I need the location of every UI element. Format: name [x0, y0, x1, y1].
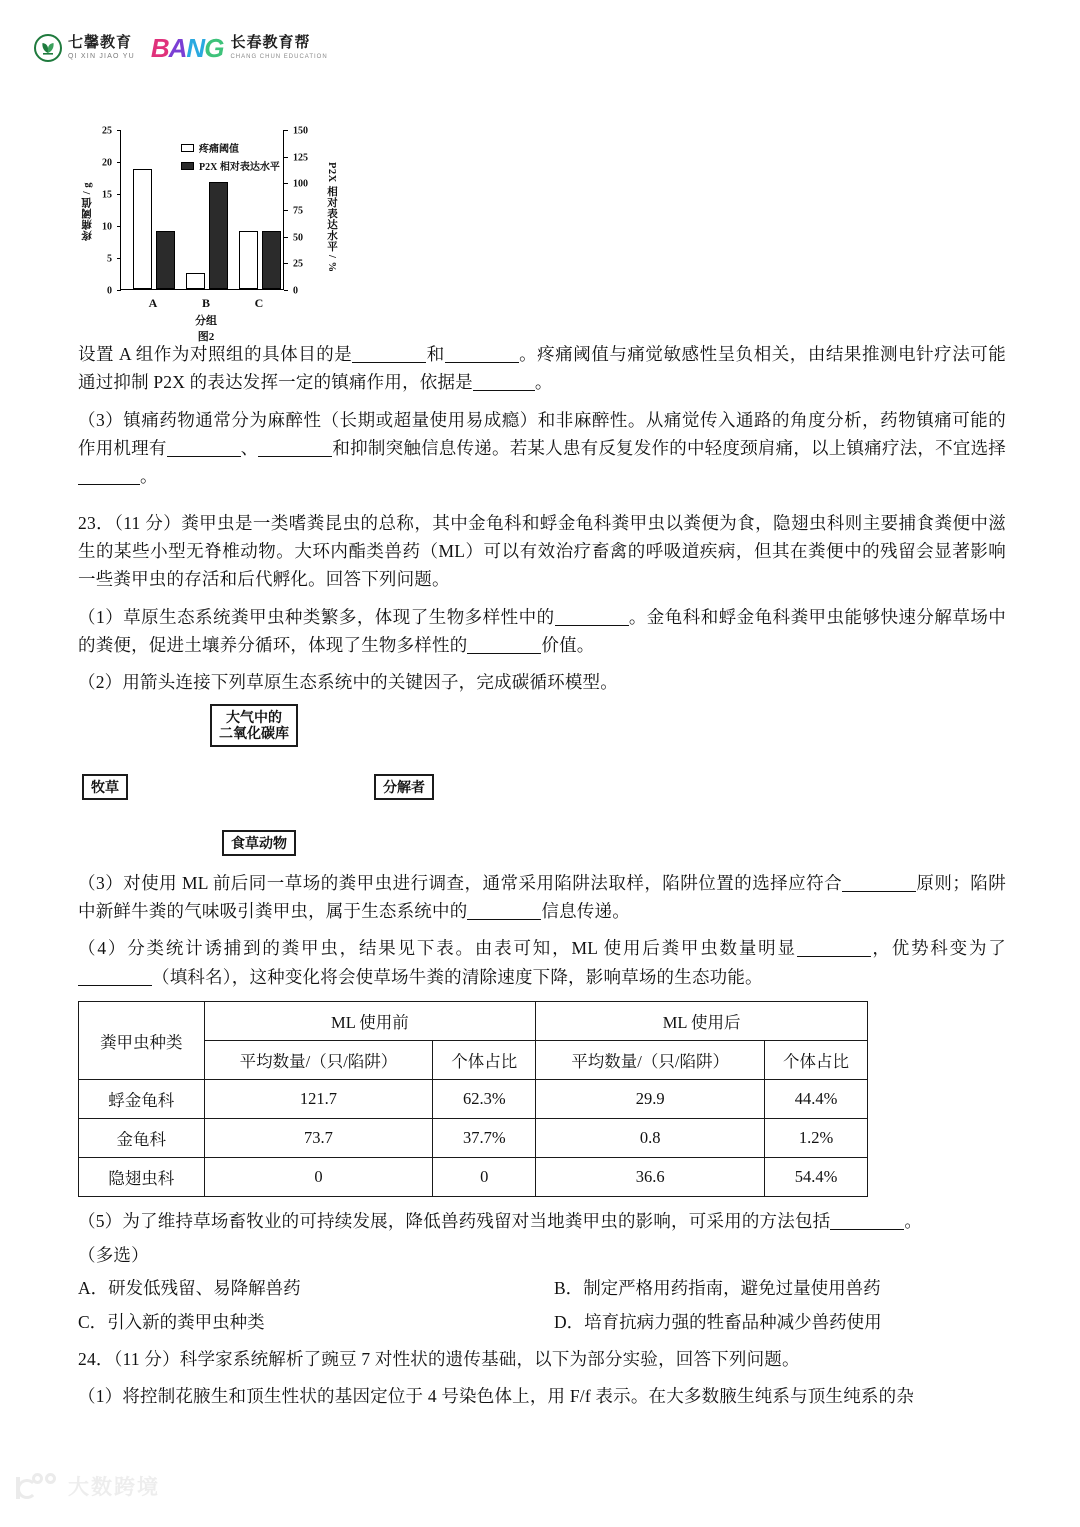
table-row: [79, 1158, 868, 1197]
table-subheader-after-avg: 平均数量/（只/陷阱）: [536, 1041, 765, 1080]
paragraph-q23-3: [78, 869, 1006, 926]
multiple-choice-options: [78, 1274, 1006, 1337]
answer-blank[interactable]: [797, 956, 871, 957]
logo-bang-changchun: [151, 35, 328, 61]
bar-A-p2x: [156, 231, 175, 289]
table-header-before-ml: ML 使用前: [204, 1002, 536, 1041]
paragraph-q23-5-note: （多选）: [78, 1244, 149, 1265]
answer-blank[interactable]: [167, 456, 241, 457]
bar-C-pain-threshold: [239, 231, 258, 289]
bang-letter-b: B: [150, 33, 169, 63]
table-header-species: 粪甲虫种类: [79, 1002, 205, 1080]
y2-tick-125: 125: [293, 152, 308, 164]
answer-blank[interactable]: [473, 390, 535, 391]
answer-blank[interactable]: [467, 919, 541, 920]
bang-letter-a: A: [168, 33, 187, 63]
cell-species: 金龟科: [79, 1119, 205, 1158]
option-d[interactable]: [542, 1308, 1006, 1336]
diagram-box-decomposer: 分解者: [374, 774, 434, 801]
carbon-cycle-diagram: [78, 702, 1006, 867]
diagram-box-atmosphere-line2: 二氧化碳库: [219, 725, 289, 742]
legend-swatch-solid-icon: [181, 162, 194, 170]
logo-qixin-jiaoyu: [34, 34, 135, 62]
bang-wordmark: [151, 35, 224, 61]
bar-A-pain-threshold: [133, 169, 152, 289]
y2-tick-75: 75: [293, 205, 303, 217]
cell-before-avg: 0: [204, 1158, 433, 1197]
q23-1-c: 价值。: [541, 635, 595, 656]
answer-blank[interactable]: [445, 362, 519, 363]
q23-4-b: ，优势科变为了: [870, 938, 1006, 959]
q23-3-b: 原则；陷阱中新鲜牛粪的气味吸引粪甲虫，属于生态系统中的: [78, 872, 1006, 922]
q22-3-a: （3）镇痛药物通常分为麻醉性（长期或超量使用易成瘾）和非麻醉性。从痛觉传入通路的角度分析，药物镇痛可能的作用机理有: [78, 409, 1006, 459]
option-d-text: 培育抗病力强的牲畜品种减少兽药使用: [584, 1312, 882, 1333]
y2-tick-50: 50: [293, 232, 303, 244]
table-header-row-1: [79, 1002, 868, 1041]
bang-letter-g: G: [204, 33, 224, 63]
y-tick-5: 5: [107, 253, 112, 265]
y-tick-0: 0: [107, 285, 112, 297]
paragraph-q24-1: （1）将控制花腋生和顶生性状的基因定位于 4 号染色体上，用 F/f 表示。在大多数腋生纯系与顶生纯系的杂: [78, 1385, 915, 1406]
logo-qixin-pinyin: QI XIN JIAO YU: [68, 53, 135, 60]
logo-bang-cn: 长春教育帮: [230, 35, 311, 51]
cell-species: 蜉金龟科: [79, 1080, 205, 1119]
bar-C-p2x: [262, 231, 281, 289]
paragraph-q24-stem: 24．（11 分）科学家系统解析了豌豆 7 对性状的遗传基础，以下为部分实验，回答下列问题。: [78, 1348, 800, 1369]
option-row-cd: [78, 1308, 1006, 1336]
y2-tick-150: 150: [293, 125, 308, 137]
document-body: [78, 340, 1006, 1419]
y2-tick-100: 100: [293, 178, 308, 190]
table-header-after-ml: ML 使用后: [536, 1002, 868, 1041]
x-label-group-A: A: [148, 296, 158, 310]
cell-after-avg: 36.6: [536, 1158, 765, 1197]
table-row: [79, 1080, 868, 1119]
y-tick-20: 20: [102, 157, 112, 169]
answer-blank[interactable]: [555, 625, 629, 626]
leaf-circle-icon: [34, 34, 62, 62]
answer-blank[interactable]: [842, 891, 916, 892]
q22-3-intro-d: 。: [534, 372, 553, 393]
cell-before-avg: 73.7: [204, 1119, 433, 1158]
cell-species: 隐翅虫科: [79, 1158, 205, 1197]
paragraph-q23-2: （2）用箭头连接下列草原生态系统中的关键因子，完成碳循环模型。: [78, 672, 618, 693]
table-row: [79, 1119, 868, 1158]
paragraph-q23-stem: 23．（11 分）粪甲虫是一类嗜粪昆虫的总称，其中金龟科和蜉金龟科粪甲虫以粪便为食，隐翅虫科则主要捕食粪便中滋生的某些小型无脊椎动物。大环内酯类兽药（ML）可以有效治疗畜禽的呼吸道疾病，但其在粪便中的残留会显著影响一些粪甲虫的存活和后代孵化。回答下列问题。: [78, 512, 1006, 590]
cell-before-avg: 121.7: [204, 1080, 433, 1119]
q23-1-b: 。金龟科和蜉金龟科粪甲虫能够快速分解草场中的粪便，促进土壤养分循环，体现了生物多样性的: [78, 606, 1006, 656]
page-header: [34, 26, 328, 70]
option-b[interactable]: [542, 1274, 1006, 1302]
q22-3-d: 。: [140, 466, 158, 487]
cell-after-pct: 44.4%: [765, 1080, 868, 1119]
option-b-text: 制定严格用药指南，避免过量使用兽药: [583, 1277, 881, 1298]
option-c-key: C．: [78, 1312, 108, 1333]
y2-tick-25: 25: [293, 258, 303, 270]
dung-beetle-data-table: [78, 1001, 868, 1197]
q23-1-a: （1）草原生态系统粪甲虫种类繁多，体现了生物多样性中的: [78, 606, 555, 627]
q23-4-a: （4）分类统计诱捕到的粪甲虫，结果见下表。由表可知，ML 使用后粪甲虫数量明显: [78, 938, 797, 959]
answer-blank[interactable]: [352, 362, 426, 363]
paragraph-q23-1: [78, 603, 1006, 660]
q23-5-b: 。: [904, 1211, 923, 1232]
chart-legend: [181, 140, 280, 176]
chart-right-axis-label: P2X 相对表达水平 / %: [326, 162, 337, 273]
answer-blank[interactable]: [78, 484, 140, 485]
legend-label-pain-threshold: 疼痛阈值: [199, 144, 239, 155]
legend-swatch-hollow-icon: [181, 144, 194, 152]
option-c[interactable]: [78, 1308, 542, 1336]
dashukuajing-logo-icon: [16, 1472, 60, 1500]
chart-right-axis: [283, 125, 308, 297]
option-a[interactable]: [78, 1274, 542, 1302]
y-tick-15: 15: [102, 189, 112, 201]
footer-watermark: [16, 1471, 160, 1501]
table-subheader-before-pct: 个体占比: [433, 1041, 536, 1080]
paragraph-q23-5: [78, 1207, 1006, 1235]
cell-before-pct: 0: [433, 1158, 536, 1197]
paragraph-q22-3-intro: [78, 340, 1006, 397]
q22-3-intro-c: 。疼痛阈值与痛觉敏感性呈负相关，由结果推测电针疗法可能通过抑制 P2X 的表达发挥一定的镇痛作用，依据是: [78, 344, 1007, 393]
cell-after-pct: 1.2%: [765, 1119, 868, 1158]
legend-item-pain-threshold: [181, 140, 280, 155]
answer-blank[interactable]: [78, 985, 152, 986]
q22-3-c: 和抑制突触信息传递。若某人患有反复发作的中轻度颈肩痛，以上镇痛疗法，不宜选择: [332, 438, 1007, 459]
bang-letter-n: N: [186, 33, 205, 63]
legend-label-p2x: P2X 相对表达水平: [199, 162, 280, 173]
legend-item-p2x: [181, 158, 280, 173]
answer-blank[interactable]: [830, 1229, 904, 1230]
q23-4-c: （填科名），这种变化将会使草场牛粪的清除速度下降，影响草场的生态功能。: [152, 966, 763, 987]
option-a-key: A．: [78, 1277, 109, 1298]
table-subheader-before-avg: 平均数量/（只/陷阱）: [204, 1041, 433, 1080]
diagram-box-atmosphere: [210, 704, 298, 747]
diagram-box-grass: 牧草: [82, 774, 128, 801]
q23-5-a: （5）为了维持草场畜牧业的可持续发展，降低兽药残留对当地粪甲虫的影响，可采用的方法包括: [78, 1211, 831, 1232]
y-tick-10: 10: [102, 221, 112, 233]
paragraph-q22-3: [78, 406, 1006, 491]
x-label-group-C: C: [254, 296, 264, 310]
answer-blank[interactable]: [258, 456, 332, 457]
chart-plot-area: [102, 125, 283, 297]
option-d-key: D．: [554, 1312, 585, 1333]
cell-before-pct: 62.3%: [433, 1080, 536, 1119]
cell-before-pct: 37.7%: [433, 1119, 536, 1158]
y-tick-25: 25: [102, 125, 112, 137]
q23-3-a: （3）对使用 ML 前后同一草场的粪甲虫进行调查，通常采用陷阱法取样，陷阱位置的选择应符合: [78, 872, 843, 893]
cell-after-avg: 0.8: [536, 1119, 765, 1158]
answer-blank[interactable]: [467, 653, 541, 654]
table-subheader-after-pct: 个体占比: [765, 1041, 868, 1080]
option-a-text: 研发低残留、易降解兽药: [108, 1277, 301, 1298]
q22-3-intro-b: 和: [426, 344, 445, 364]
bar-B-p2x: [209, 182, 228, 289]
option-row-ab: [78, 1274, 1006, 1302]
q23-3-c: 信息传递。: [541, 901, 630, 922]
logo-qixin-cn: 七馨教育: [68, 35, 133, 51]
diagram-box-herbivore: 食草动物: [222, 830, 296, 857]
figure-2-chart: [78, 122, 348, 343]
q22-3-b: 、: [240, 438, 259, 459]
paragraph-q23-4: [78, 934, 1006, 991]
logo-bang-pinyin: CHANG CHUN EDUCATION: [230, 54, 328, 60]
diagram-box-atmosphere-line1: 大气中的: [226, 708, 282, 725]
option-b-key: B．: [554, 1277, 584, 1298]
watermark-text: 大数跨境: [68, 1476, 160, 1499]
chart-left-axis-label: 疼痛阈值 / g: [82, 182, 93, 242]
bar-B-pain-threshold: [186, 273, 205, 289]
cell-after-pct: 54.4%: [765, 1158, 868, 1197]
y2-tick-0: 0: [293, 285, 298, 297]
chart-x-axis-label: 分组: [195, 315, 217, 327]
q22-3-intro-a: 设置 A 组作为对照组的具体目的是: [78, 344, 353, 364]
x-label-group-B: B: [201, 296, 211, 310]
cell-after-avg: 29.9: [536, 1080, 765, 1119]
chart-figure-caption: 图2: [197, 331, 215, 343]
option-c-text: 引入新的粪甲虫种类: [107, 1312, 265, 1333]
